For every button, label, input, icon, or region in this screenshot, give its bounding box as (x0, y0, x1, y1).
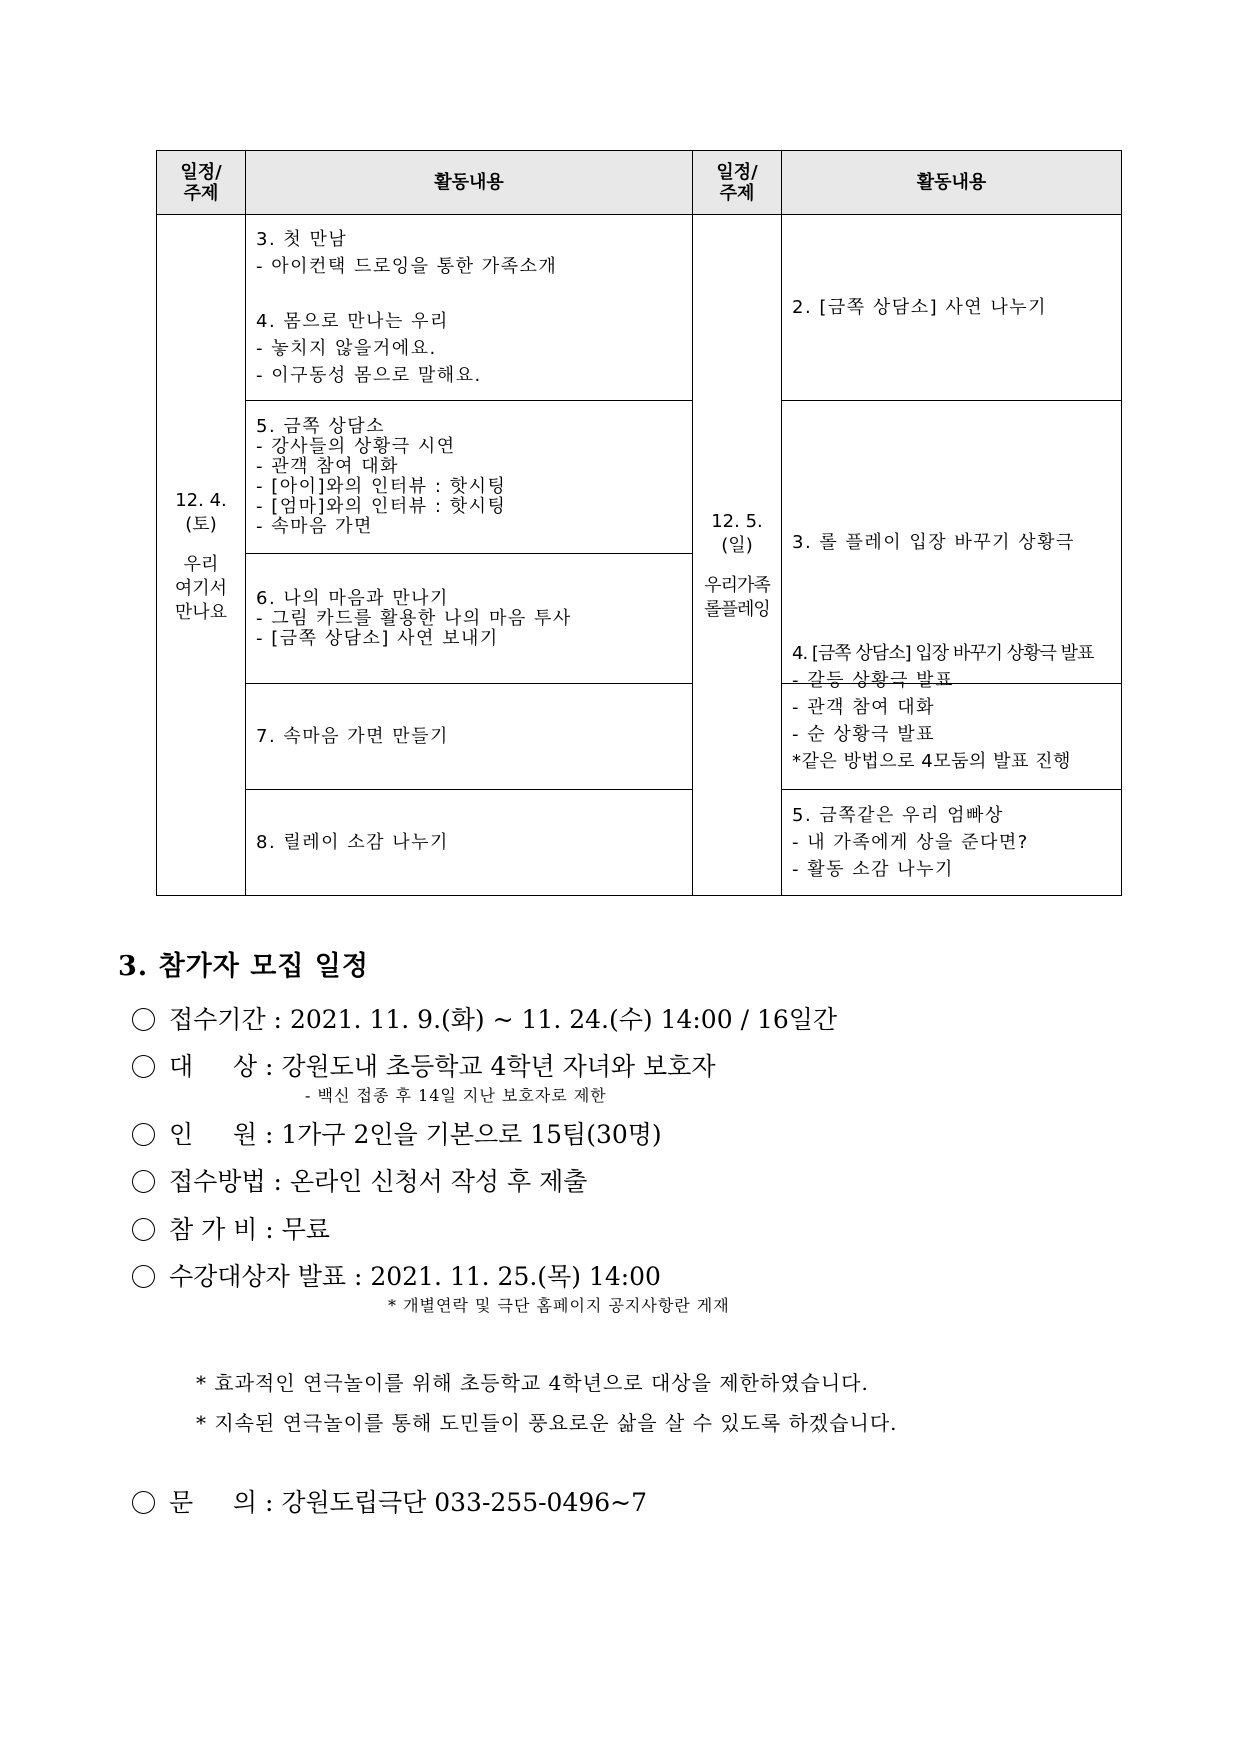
activity-cell-3-4 (246, 215, 693, 401)
activity-line: - 관객 참여 대화 (256, 456, 399, 477)
item-label: 문 의 (169, 1488, 258, 1517)
activity-cell-8 (246, 790, 693, 896)
activity-line: - [금쪽 상담소] 사연 보내기 (256, 627, 499, 649)
item-value: 1가구 2인을 기본으로 15팀(30명) (281, 1120, 662, 1149)
info-item-target-note: - 백신 접종 후 14일 지난 보호자로 제한 (305, 1086, 607, 1105)
activity-line: - 아이컨택 드로잉을 통한 가족소개 (256, 256, 558, 277)
activity-line: 8. 릴레이 소감 나누기 (256, 832, 449, 853)
activity-line: 7. 속마음 가면 만들기 (256, 726, 449, 747)
activity-line: - 그림 카드를 활용한 나의 마음 투사 (256, 607, 572, 629)
info-item-fee: 참 가 비 : 무료 (132, 1210, 330, 1246)
info-item-period: 접수기간 : 2021. 11. 9.(화) ~ 11. 24.(수) 14:00 / 16일간 (132, 1000, 837, 1036)
day2-theme-line: 우리가족 (704, 575, 770, 596)
item-value: 강원도립극단 033-255-0496~7 (281, 1488, 648, 1517)
activity-line: 4. 몸으로 만나는 우리 (256, 311, 449, 332)
activity-cell-d2-4 (782, 643, 1122, 790)
activity-line: - [아이]와의 인터뷰 : 핫시팅 (256, 476, 507, 497)
info-item-contact: 문 의 : 강원도립극단 033-255-0496~7 (132, 1483, 647, 1519)
circle-bullet-icon (132, 1265, 155, 1288)
circle-bullet-icon (132, 1170, 155, 1193)
activity-line: - 관객 참여 대화 (792, 697, 935, 718)
circle-bullet-icon (132, 1008, 155, 1031)
activity-line: 3. 첫 만남 (256, 229, 348, 250)
day1-theme-line: 만나요 (174, 602, 228, 623)
header-activity-1: 활동내용 (246, 151, 693, 215)
activity-line: - 갈등 상황극 발표 (792, 670, 954, 691)
activity-line: - 속마음 가면 (256, 516, 373, 537)
day1-date: 12. 4. (175, 490, 227, 511)
circle-bullet-icon (132, 1218, 155, 1241)
info-item-target: 대 상 : 강원도내 초등학교 4학년 자녀와 보호자 (132, 1047, 715, 1083)
item-value: 온라인 신청서 작성 후 제출 (289, 1167, 588, 1196)
activity-cell-6 (246, 554, 693, 684)
item-value: 2021. 11. 25.(목) 14:00 (370, 1262, 661, 1291)
circle-bullet-icon (132, 1491, 155, 1514)
activity-line: 5. 금쪽같은 우리 엄빠상 (792, 805, 1004, 826)
item-value: 강원도내 초등학교 4학년 자녀와 보호자 (281, 1052, 716, 1081)
activity-line: 5. 금쪽 상담소 (256, 416, 386, 437)
activity-line: - 활동 소감 나누기 (792, 859, 954, 880)
activity-cell-d2-5 (782, 790, 1122, 896)
item-label: 인 원 (169, 1120, 258, 1149)
circle-bullet-icon (132, 1055, 155, 1078)
activity-line: - 강사들의 상황극 시연 (256, 436, 456, 457)
activity-line: 4. [금쪽 상담소] 입장 바꾸기 상황극 발표 (792, 643, 1094, 664)
day2-weekday: (일) (721, 535, 753, 556)
info-item-headcount: 인 원 : 1가구 2인을 기본으로 15팀(30명) (132, 1115, 662, 1151)
activity-line: 3. 롤 플레이 입장 바꾸기 상황극 (792, 531, 1075, 553)
activity-line: - 놓치지 않을거에요. (256, 338, 437, 359)
day1-schedule-cell (157, 215, 246, 896)
item-label: 접수기간 (169, 1005, 266, 1034)
note-line: * 지속된 연극놀이를 통해 도민들이 풍요로운 삶을 살 수 있도록 하겠습니다. (196, 1411, 898, 1435)
day1-theme-line: 여기서 (174, 578, 228, 599)
day2-schedule-cell (693, 215, 782, 896)
info-item-announcement-note: * 개별연락 및 극단 홈페이지 공지사항란 게재 (388, 1296, 730, 1315)
schedule-table (156, 150, 1122, 896)
item-value: 무료 (281, 1215, 330, 1244)
activity-line: *같은 방법으로 4모둠의 발표 진행 (792, 751, 1071, 772)
circle-bullet-icon (132, 1123, 155, 1146)
day2-theme-line: 롤플레잉 (704, 599, 770, 620)
table-header-row (157, 151, 1122, 215)
header-schedule-2: 일정/ 주제 (693, 151, 782, 215)
activity-cell-7 (246, 684, 693, 790)
item-value: 2021. 11. 9.(화) ~ 11. 24.(수) 14:00 / 16일간 (289, 1005, 838, 1034)
activity-line: 2. [금쪽 상담소] 사연 나누기 (792, 297, 1047, 318)
activity-cell-d2-2 (782, 215, 1122, 401)
activity-line: - 순 상황극 발표 (792, 724, 935, 745)
day1-weekday: (토) (185, 514, 217, 535)
header-activity-2: 활동내용 (782, 151, 1122, 215)
item-label: 대 상 (169, 1052, 258, 1081)
activity-cell-5 (246, 401, 693, 554)
header-schedule-1: 일정/ 주제 (157, 151, 246, 215)
activity-line: - 이구동성 몸으로 말해요. (256, 365, 482, 386)
item-label: 접수방법 (169, 1167, 266, 1196)
activity-line: 6. 나의 마음과 만나기 (256, 587, 449, 609)
section-title: 3. 참가자 모집 일정 (118, 951, 369, 982)
info-item-method: 접수방법 : 온라인 신청서 작성 후 제출 (132, 1162, 587, 1198)
note-line: * 효과적인 연극놀이를 위해 초등학교 4학년으로 대상을 제한하였습니다. (196, 1371, 869, 1395)
info-item-announcement: 수강대상자 발표 : 2021. 11. 25.(목) 14:00 (132, 1257, 661, 1293)
day2-date: 12. 5. (711, 511, 763, 532)
item-label: 참 가 비 (169, 1215, 258, 1244)
activity-line: - 내 가족에게 상을 준다면? (792, 832, 1029, 853)
activity-line: - [엄마]와의 인터뷰 : 핫시팅 (256, 496, 507, 517)
day1-theme-line: 우리 (183, 554, 219, 575)
item-label: 수강대상자 발표 (169, 1262, 346, 1291)
